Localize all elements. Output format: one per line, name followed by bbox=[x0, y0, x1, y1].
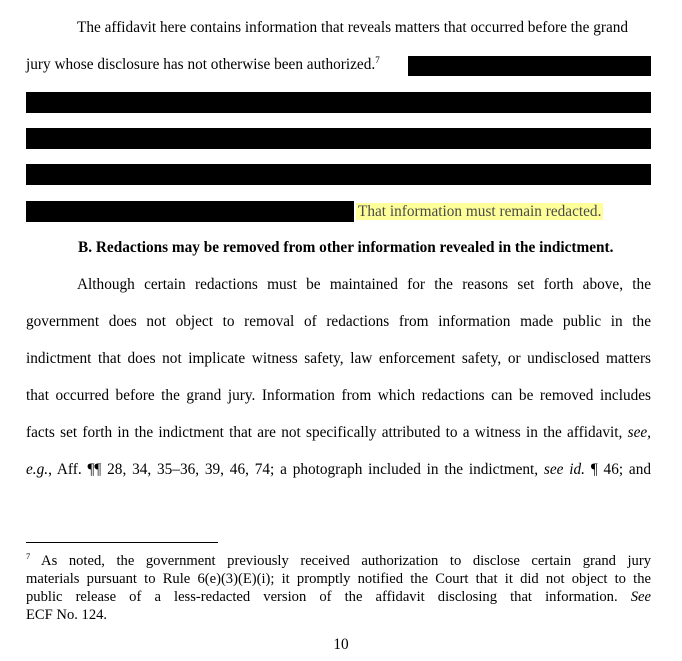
footnote-line1 bbox=[26, 552, 651, 570]
footnote-line3 bbox=[26, 588, 651, 606]
para2-line5-text: facts set forth in the indictment that are not specifically attributed to a witness in the affidavit, bbox=[26, 424, 623, 441]
highlight: That information must remain redacted. bbox=[358, 203, 602, 220]
para2-line2: government does not object to removal of redactions from information made public in the bbox=[26, 313, 651, 330]
highlighted-sentence bbox=[356, 202, 603, 222]
section-heading: B. Redactions may be removed from other information revealed in the indictment. bbox=[78, 239, 614, 256]
italic-see-fn: See bbox=[630, 589, 651, 605]
para2-line3: indictment that does not implicate witness safety, law enforcement safety, or undisclosed matters bbox=[26, 350, 651, 367]
redaction-block bbox=[26, 164, 651, 185]
italic-see: see, bbox=[627, 424, 651, 441]
redaction-block bbox=[408, 56, 651, 76]
para2-line4: that occurred before the grand jury. Information from which redactions can be removed includes bbox=[26, 387, 651, 404]
redaction-block bbox=[26, 92, 651, 113]
para2-line6-end: ¶ 46; and bbox=[590, 461, 651, 478]
italic-see-id: see id. bbox=[543, 461, 585, 478]
redaction-block bbox=[26, 201, 354, 222]
footnote-line2: materials pursuant to Rule 6(e)(3)(E)(i); it promptly notified the Court that it did not object to the bbox=[26, 571, 651, 587]
para2-line1: Although certain redactions must be maintained for the reasons set forth above, the bbox=[77, 276, 651, 293]
redaction-block bbox=[26, 128, 651, 149]
para2-line6 bbox=[26, 460, 651, 480]
footnote-line3-text: public release of a less-redacted version of the affidavit disclosing that information. bbox=[26, 589, 618, 605]
footnote-line4: ECF No. 124. bbox=[26, 607, 108, 623]
para1-line1: The affidavit here contains information that reveals matters that occurred before the grand bbox=[77, 19, 629, 36]
footnote-ref: 7 bbox=[375, 54, 380, 65]
footnote-number: 7 bbox=[26, 551, 31, 562]
page-number: 10 bbox=[333, 636, 349, 653]
italic-eg: e.g. bbox=[26, 461, 49, 478]
para1-line2-text: jury whose disclosure has not otherwise been authorized. bbox=[26, 56, 376, 73]
para2-line6-text: , Aff. ¶¶ 28, 34, 35–36, 39, 46, 74; a photograph included in the indictment, bbox=[48, 461, 539, 478]
footnote-line1-text: As noted, the government previously received authorization to disclose certain grand jury bbox=[41, 553, 652, 569]
footnote-divider bbox=[26, 542, 218, 543]
para2-line5 bbox=[26, 423, 651, 443]
